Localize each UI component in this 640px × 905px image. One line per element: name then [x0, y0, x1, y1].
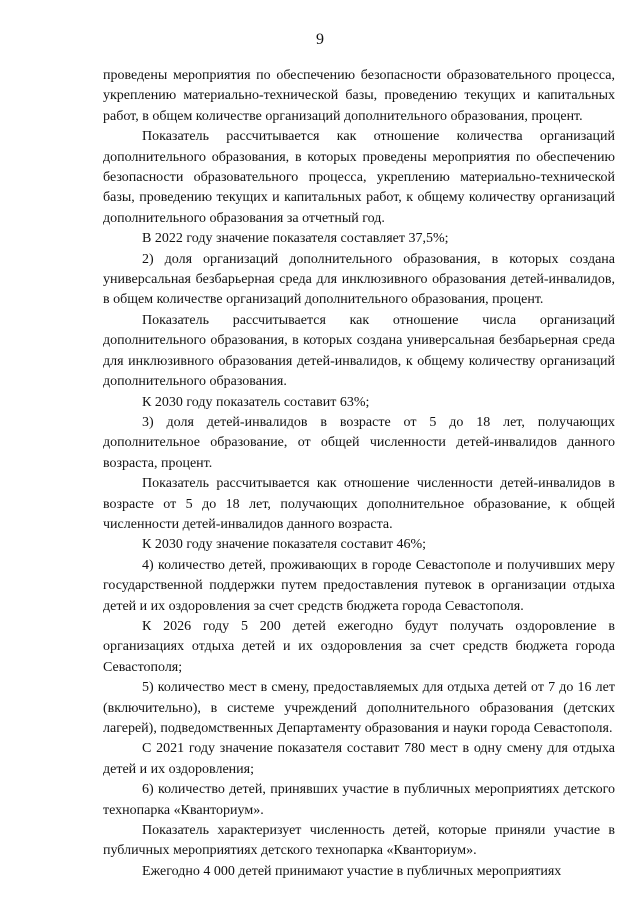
- paragraph: 3) доля детей-инвалидов в возрасте от 5 до 18 лет, получающих дополнительное образование, от общей численности детей-инвалидов данного возраста, процент.: [103, 414, 615, 471]
- paragraph: проведены мероприятия по обеспечению безопасности образовательного процесса, укреплению материально-технической базы, проведению текущих и капитальных работ, в общем количестве организаций дополнительного образования, процент.: [103, 68, 615, 124]
- paragraph: Показатель рассчитывается как отношение количества организаций дополнительного образования, в которых проведены мероприятия по обеспечению безопасности образовательного процесса, укреплению материально-технической базы, проведению текущих и капитальных работ, к общему количеству организаций дополнительного образования за отчетный год.: [103, 129, 615, 226]
- paragraph: Показатель рассчитывается как отношение числа организаций дополнительного образования, в которых создана универсальная безбарьерная среда для инклюзивного образования детей-инвалидов, к общему количеству организаций дополнительного образования.: [103, 312, 615, 390]
- page-number: 9: [316, 31, 324, 48]
- paragraph: С 2021 году значение показателя составит 780 мест в одну смену для отдыха детей и их оздоровления;: [103, 741, 615, 777]
- paragraph: К 2030 году значение показателя составит 46%;: [142, 537, 427, 553]
- paragraph: Показатель рассчитывается как отношение численности детей-инвалидов в возрасте от 5 до 18 лет, получающих дополнительное образование, к общей численности детей-инвалидов данного возраста.: [103, 476, 615, 532]
- paragraph: 2) доля организаций дополнительного образования, в которых создана универсальная безбарьерная среда для инклюзивного образования детей-инвалидов, в общем количестве организаций дополнительного образования, процент.: [103, 251, 615, 308]
- paragraph: 5) количество мест в смену, предоставляемых для отдыха детей от 7 до 16 лет (включительно), в системе учреждений дополнительного образования (детских лагерей), подведомственных Департаменту образования и науки города Севастополя.: [103, 680, 615, 736]
- paragraph: К 2026 году 5 200 детей ежегодно будут получать оздоровление в организациях отдыха детей и их оздоровления за счет средств бюджета города Севастополя;: [103, 618, 615, 675]
- paragraph: 6) количество детей, принявших участие в публичных мероприятиях детского технопарка «Кванториум».: [103, 782, 615, 818]
- paragraph: Ежегодно 4 000 детей принимают участие в публичных мероприятиях: [142, 863, 562, 879]
- paragraph: Показатель характеризует численность детей, которые приняли участие в публичных мероприятиях детского технопарка «Кванториум».: [103, 823, 615, 859]
- paragraph: 4) количество детей, проживающих в городе Севастополе и получивших меру государственной поддержки путем предоставления путевок в организации отдыха детей и их оздоровления за счет средств бюджета города Севастополя.: [103, 557, 615, 614]
- document-body: [103, 66, 615, 882]
- paragraph: В 2022 году значение показателя составляет 37,5%;: [142, 231, 449, 247]
- paragraph: К 2030 году показатель составит 63%;: [142, 394, 370, 410]
